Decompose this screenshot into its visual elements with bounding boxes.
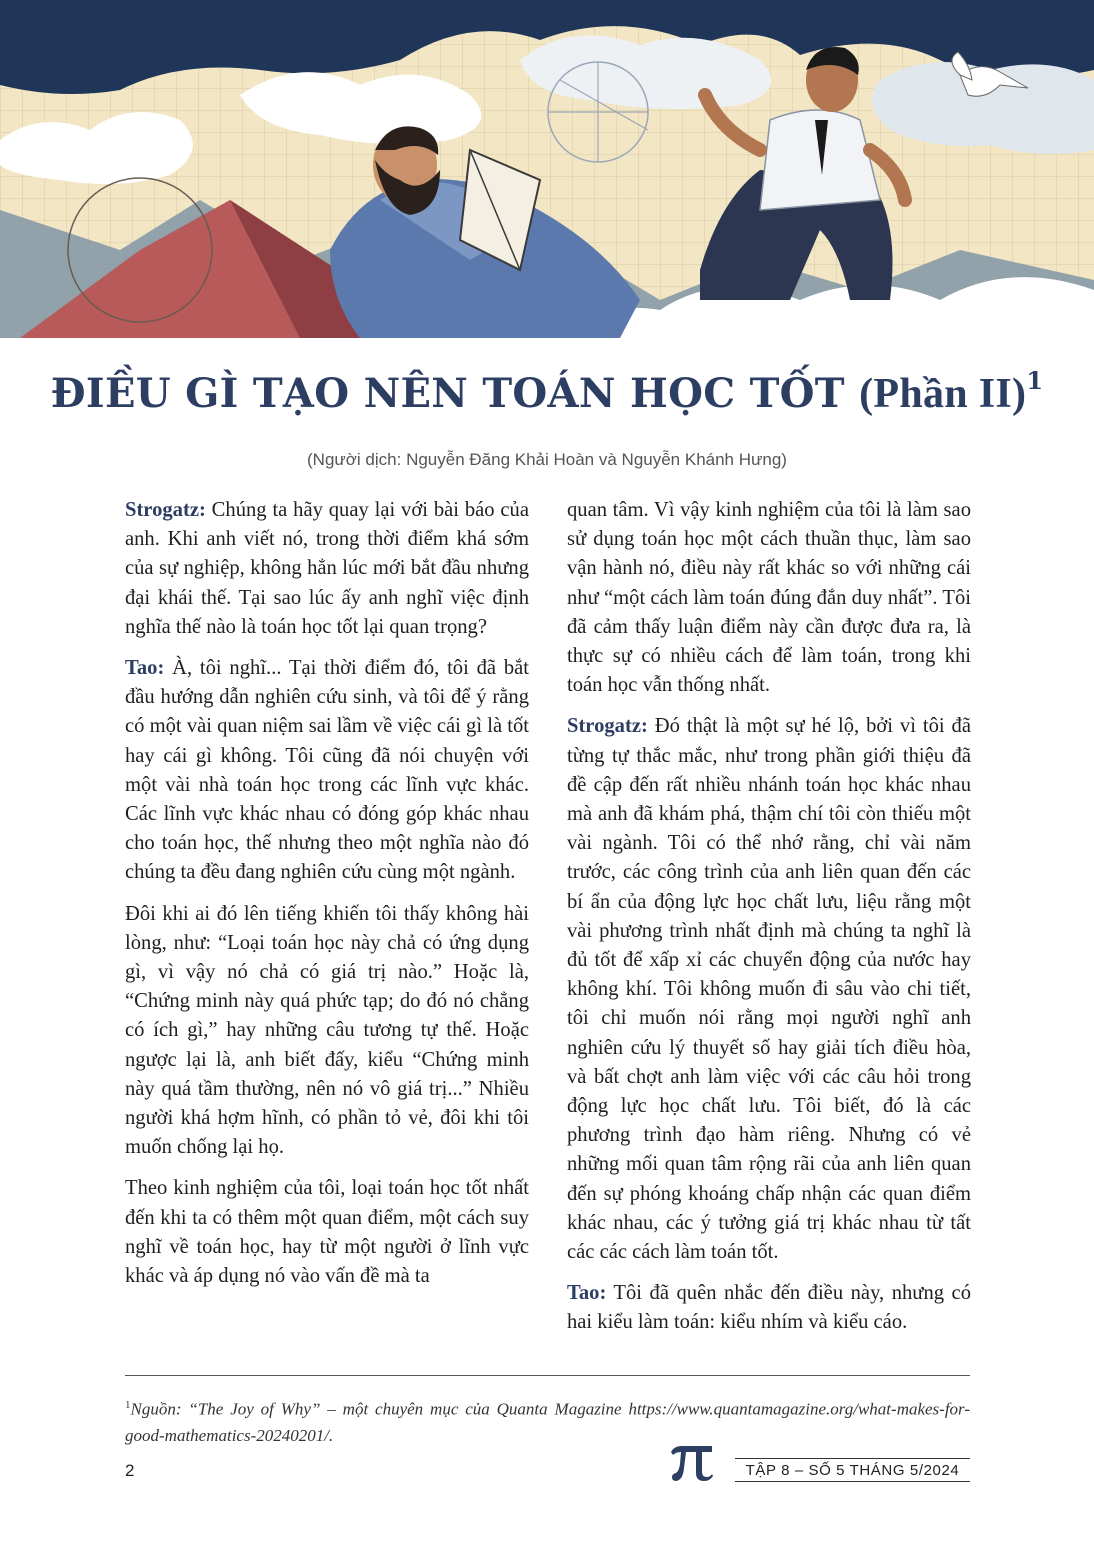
title-footnote-ref: 1 [1026, 366, 1044, 395]
paragraph-text: À, tôi nghĩ... Tại thời điểm đó, tôi đã bắt đầu hướng dẫn nghiên cứu sinh, và tôi để ý rằng có một vài quan niệm sai lầm về việc cái gì là tốt hay cái gì không. Tôi cũng đã nói chuyện với một vài nhà toán học trong các lĩnh vực khác. Các lĩnh vực khác nhau có đóng góp khác nhau cho toán học, thế nhưng theo một nghĩa nào đó chúng ta đều đang nghiên cứu cùng một ngành. [125, 657, 529, 884]
paragraph-text: Chúng ta hãy quay lại với bài báo của anh. Khi anh viết nó, trong thời điểm khá sớm của sự nghiệp, không hẳn lúc mới bắt đầu nhưng đại khái thế. Tại sao lúc ấy anh nghĩ việc định nghĩa thế nào là toán học tốt lại quan trọng? [125, 499, 529, 638]
article-title [0, 366, 1094, 418]
paragraph [125, 496, 529, 642]
header-illustration [0, 0, 1094, 338]
paragraph [567, 1279, 971, 1337]
paragraph-text: Đó thật là một sự hé lộ, bởi vì tôi đã từng tự thắc mắc, như trong phần giới thiệu đã đề cập đến rất nhiều nhánh toán học khác nhau mà anh đã khám phá, thậm chí tôi còn thiếu một vài ngành. Tôi có thể nhớ rằng, chỉ vài năm trước, các công trình của anh liên quan đến các bí ẩn của động lực học chất lưu, liệu rằng một vài phương trình nhất định mà chúng ta nghĩ là đủ tốt để xấp xỉ các chuyển động của nước hay không khí. Tôi không muốn đi sâu vào chi tiết, tôi chỉ muốn nói rằng mọi người nghĩ anh nghiên cứu lý thuyết số hay giải tích điều hòa, và bất chợt anh làm việc với các câu hỏi trong động lực học chất lưu. Tôi biết, đó là các phương trình đạo hàm riêng. Nhưng có vẻ những mối quan tâm rộng rãi của anh liên quan đến sự phóng khoáng chấp nhận các quan điểm khác nhau, các ý tưởng giá trị khác nhau từ tất các các cách làm toán tốt. [567, 715, 971, 1264]
paragraph [125, 654, 529, 888]
title-part: (Phần II) [859, 371, 1027, 417]
left-column [125, 496, 529, 1303]
title-main: ĐIỀU GÌ TẠO NÊN TOÁN HỌC TỐT [50, 370, 860, 417]
paragraph: Đôi khi ai đó lên tiếng khiến tôi thấy không hài lòng, như: “Loại toán học này chả có ứng dụng gì, vì vậy nó chả có giá trị nào.” Hoặc là, “Chứng minh này quá phức tạp; do đó nó chẳng có ích gì,” hay những câu tương tự thế. Hoặc ngược lại là, anh biết đấy, kiểu “Chứng minh này quá tầm thường, nên nó vô giá trị...” Nhiều người khá hợm hĩnh, có phần tỏ vẻ, đôi khi tôi muốn chống lại họ. [125, 902, 529, 1159]
page-number: 2 [125, 1461, 135, 1480]
pi-logo-icon [668, 1442, 714, 1482]
footnote-divider [125, 1375, 970, 1376]
right-column [567, 496, 971, 1350]
speaker-label: Strogatz: [567, 715, 648, 738]
translators-credit: (Người dịch: Nguyễn Đăng Khải Hoàn và Nguyễn Khánh Hưng) [307, 450, 787, 469]
speaker-label: Strogatz: [125, 499, 206, 521]
paragraph-text: Tôi đã quên nhắc đến điều này, nhưng có hai kiểu làm toán: kiểu nhím và kiểu cáo. [567, 1282, 971, 1334]
paragraph: Theo kinh nghiệm của tôi, loại toán học tốt nhất đến khi ta có thêm một quan điểm, một cách suy nghĩ về toán học, hay từ một người ở lĩnh vực khác và áp dụng nó vào vấn đề mà ta [125, 1177, 529, 1288]
footnote [125, 1392, 970, 1449]
paragraph [567, 712, 971, 1267]
speaker-label: Tao: [125, 657, 165, 680]
footnote-text: Nguồn: “The Joy of Why” – một chuyên mục của Quanta Magazine https://www.quantamagazine.org/what-makes-for-good-mathematics-20240201/. [125, 1399, 970, 1445]
issue-info: TẬP 8 – SỐ 5 THÁNG 5/2024 [735, 1458, 970, 1482]
footnote-marker: 1 [125, 1399, 131, 1411]
speaker-label: Tao: [567, 1282, 607, 1305]
paragraph: quan tâm. Vì vậy kinh nghiệm của tôi là làm sao sử dụng toán học một cách thuần thục, làm sao vận hành nó, điều này rất khác so với những cái như “một cách làm toán đúng đắn duy nhất”. Tôi đã cảm thấy luận điểm này cần được đưa ra, là thực sự có nhiều cách để làm toán, trong khi toán học vẫn thống nhất. [567, 499, 971, 697]
